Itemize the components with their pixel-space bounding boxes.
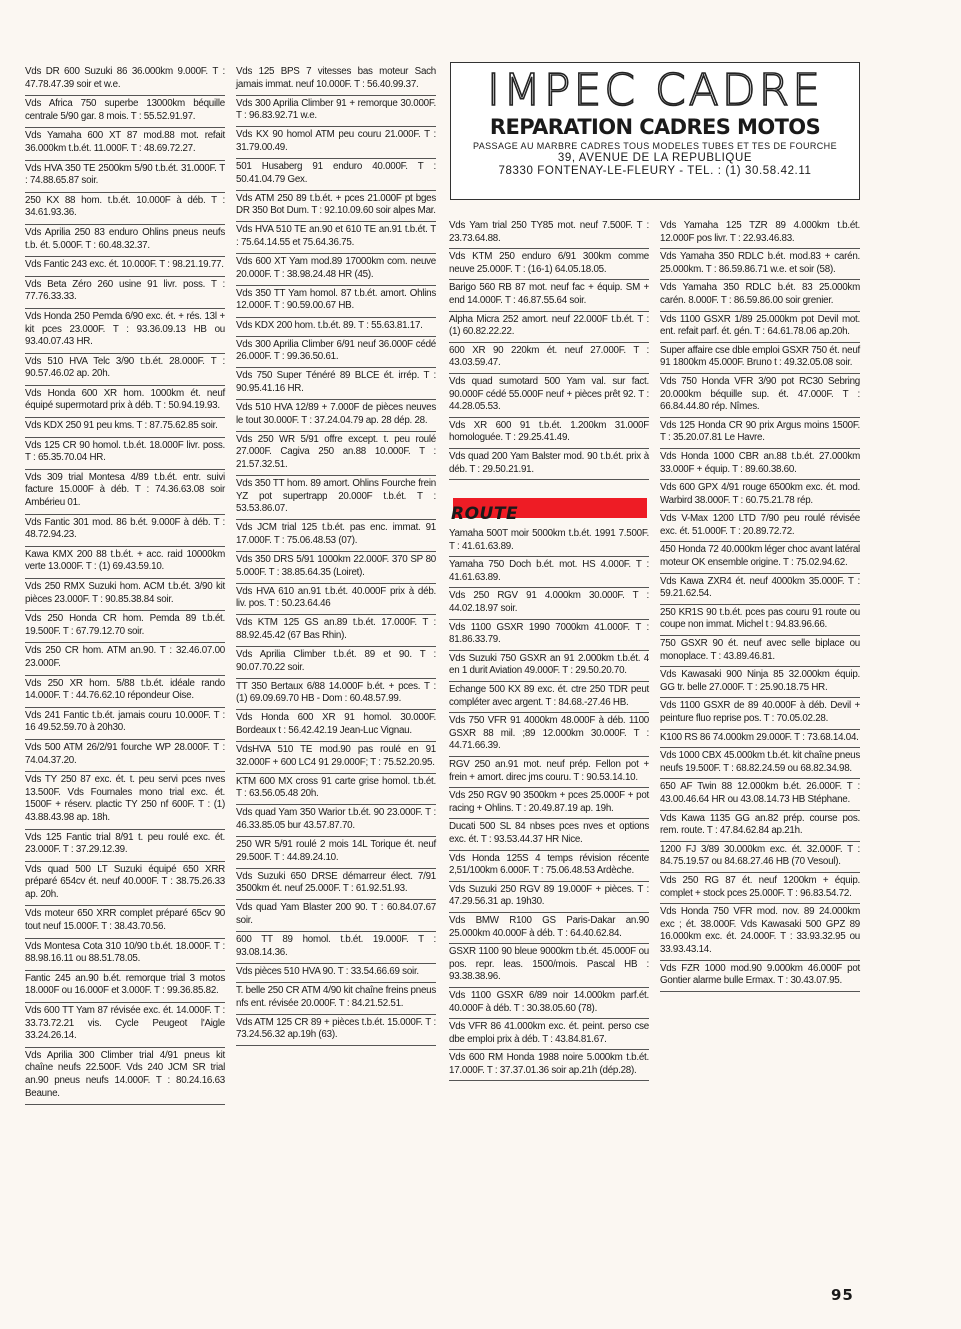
classified-ad: Vds 350 DRS 5/91 1000km 22.000F. 370 SP 80 5.000F. T : 38.85.64.35 (Loiret). xyxy=(236,552,436,584)
classified-ad: Vds pièces 510 HVA 90. T : 33.54.66.69 soir. xyxy=(236,964,436,983)
classified-ad: Vds 250 RGV 90 3500km + pces 25.000F + pot racing + Ohlins. T : 20.49.87.19 ap. 19h. xyxy=(449,788,649,819)
classified-ad: Vds 125 CR 90 homol. t.b.ét. 18.000F livr. poss. T : 65.35.70.04 HR. xyxy=(25,438,225,470)
classified-ad: 250 KR1S 90 t.b.ét. pces pas couru 91 route ou coupe non immat. Michel t : 94.83.96.66. xyxy=(660,605,860,636)
classified-ad: Alpha Micra 252 amort. neuf 22.000F t.b.ét. T : (1) 60.82.22.22. xyxy=(449,312,649,343)
classified-ad: Vds 250 WR 5/91 offre except. t. peu roulé 27.000F. Cagiva 250 an.88 10.000F. T : 21.57.32.51. xyxy=(236,432,436,476)
classified-ad: Vds Fantic 243 exc. ét. 10.000F. T : 98.21.19.77. xyxy=(25,257,225,277)
classified-ad: Vds XR 600 91 t.b.ét. 1.200km 31.000F homologuée. T : 29.25.41.49. xyxy=(449,418,649,449)
classified-ad: Vds Yamaha 125 TZR 89 4.000km t.b.ét. 12.000F pos livr. T : 22.93.46.83. xyxy=(660,218,860,249)
classified-ad: Vds Montesa Cota 310 10/90 t.b.ét. 18.000F. T : 88.98.16.11 ou 88.51.78.05. xyxy=(25,939,225,971)
classified-ad: Vds Honda 750 VFR mod. nov. 89 24.000km exc ; ét. 38.000F. Vds Kawasaki 500 GPZ 89 16.000km exc. ét. 24.000F. T : 33.93.32.95 ou 33.93.43.14. xyxy=(660,904,860,960)
advert-city-phone: 78330 FONTENAY-LE-FLEURY - TEL. : (1) 30.58.42.11 xyxy=(498,165,812,177)
classified-ad: Vds 600 GPX 4/91 rouge 6500km exc. ét. mod. Warbird 38.000F. T : 60.75.21.78 rép. xyxy=(660,480,860,511)
classified-ad: Vds 750 Honda VFR 3/90 pot RC30 Sebring 20.000km béquille sup. ét. 47.000F. T : 66.84.44.80 rép. Nîmes. xyxy=(660,374,860,418)
classified-ad: Vds Suzuki 250 RGV 89 19.000F + pièces. T : 47.29.56.31 ap. 19h30. xyxy=(449,882,649,913)
classified-ad: Vds DR 600 Suzuki 86 36.000km 9.000F. T : 47.78.47.39 soir et w.e. xyxy=(25,64,225,96)
classified-ad: Vds 250 XR hom. 5/88 t.b.ét. idéale rando 14.000F. T : 44.76.62.10 répondeur Oise. xyxy=(25,676,225,708)
classified-ad: KTM 600 MX cross 91 carte grise homol. t.b.ét. T : 63.56.05.48 20h. xyxy=(236,774,436,806)
classified-ad: Vds 1100 GSXR 1/89 25.000km pot Devil mot. ent. refait parf. ét. gén. T : 64.61.78.06 ap.20h. xyxy=(660,312,860,343)
classified-ad: Kawa KMX 200 88 t.b.ét. + acc. raid 10000km verte 13.000F. T : (1) 69.43.59.10. xyxy=(25,547,225,579)
classified-ad: Ducati 500 SL 84 nbses pces nves et options exc. ét. T : 93.53.44.37 HR Nice. xyxy=(449,819,649,850)
classified-ad: Vds HVA 350 TE 2500km 5/90 t.b.ét. 31.000F. T : 74.88.65.87 soir. xyxy=(25,161,225,193)
classifieds-column-1 xyxy=(25,64,225,1105)
classified-ad: Vds 250 RGV 91 4.000km 30.000F. T : 44.02.18.97 soir. xyxy=(449,588,649,619)
impec-cadre-advert xyxy=(450,62,860,200)
classified-ad: GSXR 1100 90 bleue 9000km t.b.ét. 45.000F ou pos. repr. leas. 1500/mois. Pascal HB : 93.38.38.96. xyxy=(449,944,649,988)
classified-ad: Vds Yamaha 350 RDLC b.ét. mod.83 + carén. 25.000km. T : 86.59.86.71 w.e. et soir (58). xyxy=(660,249,860,280)
classified-ad: Vds 250 RMX Suzuki hom. ACM t.b.ét. 3/90 kit pièces 23.000F. T : 90.85.38.84 soir. xyxy=(25,579,225,611)
impec-cadre-logo: IMPEC CADRE xyxy=(486,65,824,116)
classified-ad: Vds Kawasaki 900 Ninja 85 32.000km équip. GG tr. belle 27.000F. T : 25.90.18.75 HR. xyxy=(660,667,860,698)
classified-ad: Vds Beta Zéro 260 usine 91 livr. poss. T : 77.76.33.33. xyxy=(25,277,225,309)
classified-ad: Vds 500 ATM 26/2/91 fourche WP 28.000F. T : 74.04.37.20. xyxy=(25,740,225,772)
classified-ad: Vds KTM 125 GS an.89 t.b.ét. 17.000F. T : 88.92.45.42 (67 Bas Rhin). xyxy=(236,615,436,647)
classified-ad: K100 RS 86 74.000km 29.000F. T : 73.68.14.04. xyxy=(660,730,860,749)
classified-ad: Vds Aprilia 250 83 enduro Ohlins pneus neufs t.b. ét. 5.000F. T : 60.48.32.37. xyxy=(25,225,225,257)
section-header-route xyxy=(449,498,649,525)
classified-ad: 600 TT 89 homol. t.b.ét. 19.000F. T : 93.08.14.36. xyxy=(236,932,436,964)
classified-ad: 750 GSXR 90 ét. neuf avec selle biplace ou monoplace. T : 43.89.46.81. xyxy=(660,636,860,667)
classified-ad: 650 AF Twin 88 12.000km b.ét. 26.000F. T : 43.00.46.64 HR ou 43.08.14.73 HB Stéphane. xyxy=(660,779,860,810)
classified-ad: Vds VFR 86 41.000km exc. ét. peint. perso cse dbe emploi prix à déb. T : 43.84.81.67. xyxy=(449,1019,649,1050)
classified-ad: Vds 300 Aprilia Climber 6/91 neuf 36.000F cédé 26.000F. T : 99.36.50.61. xyxy=(236,337,436,369)
classified-ad: Vds HVA 610 an.91 t.b.ét. 40.000F prix à déb. liv. pos. T : 50.23.64.46 xyxy=(236,584,436,616)
classified-ad: TT 350 Bertaux 6/88 14.000F b.ét. + pces. T : (1) 69.09.69.70 HB - Dom : 60.48.57.99. xyxy=(236,679,436,711)
classified-ad: Vds Honda 1000 CBR an.88 t.b.ét. 27.000km 33.000F + équip. T : 89.60.38.60. xyxy=(660,449,860,480)
classified-ad: Vds 750 Super Ténéré 89 BLCE ét. irrép. T : 90.95.41.16 HR. xyxy=(236,368,436,400)
classified-ad: Vds Aprilia Climber t.b.ét. 89 et 90. T : 90.07.70.22 soir. xyxy=(236,647,436,679)
classified-ad: 450 Honda 72 40.000km léger choc avant latéral moteur OK ensemble origine. T : 75.02.94.62. xyxy=(660,542,860,573)
classified-ad: Vds 600 RM Honda 1988 noire 5.000km t.b.ét. 17.000F. T : 37.37.01.36 soir ap.21h (dép.28). xyxy=(449,1050,649,1081)
classified-ad: Vds 600 TT Yam 87 révisée exc. ét. 14.000F. T : 33.73.72.21 vis. Cycle Peugeot l'Aigle 33.24.26.14. xyxy=(25,1003,225,1048)
classified-ad: Fantic 245 an.90 b.ét. remorque trial 3 motos 18.000F ou 16.000F et 3.000F. T : 99.36.85.82. xyxy=(25,971,225,1003)
classified-ad: Super affaire cse dble emploi GSXR 750 ét. neuf 91 1800km 45.000F. Bruno t : 49.32.05.08 soir. xyxy=(660,343,860,374)
page-number: 95 xyxy=(831,1286,854,1304)
classified-ad: Vds V-Max 1200 LTD 7/90 peu roulé révisée exc. ét. 51.000F. T : 20.89.72.72. xyxy=(660,511,860,542)
classified-ad: Vds Honda 600 XR 91 homol. 30.000F. Bordeaux t : 56.42.42.19 Jean-Luc Vignau. xyxy=(236,710,436,742)
advert-address: 39, AVENUE DE LA REPUBLIQUE xyxy=(557,152,753,164)
classified-ad: Vds Honda 600 XR hom. 1000km ét. neuf équipé supermotard prix à déb. T : 50.94.19.93. xyxy=(25,386,225,418)
classifieds-column-3-top xyxy=(449,218,649,480)
advert-services: PASSAGE AU MARBRE CADRES TOUS MODELES TUBES ET TES DE FOURCHE xyxy=(473,141,837,151)
classified-ad: Vds 1100 GSXR 6/89 noir 14.000km parf.ét. 40.000F à déb. T : 30.38.05.60 (78). xyxy=(449,988,649,1019)
classified-ad: Vds Kawa 1135 GG an.82 prép. course pos. rem. route. T : 47.84.62.84 ap.21h. xyxy=(660,811,860,842)
classifieds-column-3-route xyxy=(449,526,649,1081)
classified-ad: Vds 300 Aprilia Climber 91 + remorque 30.000F. T : 96.83.92.71 w.e. xyxy=(236,96,436,128)
classified-ad: Vds TY 250 87 exc. ét. t. peu servi pces nves 13.500F. Vds Fournales mono trial exc. ét. 1500F + réserv. plactic TY 250 nf 600F. T : (1) 43.88.43.98 ap. 18h. xyxy=(25,772,225,829)
classified-ad: Vds 125 BPS 7 vitesses bas moteur Sach jamais immat. neuf 10.000F. T : 56.40.99.37. xyxy=(236,64,436,96)
classified-ad: Vds JCM trial 125 t.b.ét. pas enc. immat. 91 17.000F. T : 75.06.48.53 (07). xyxy=(236,520,436,552)
classified-ad: Vds 309 trial Montesa 4/89 t.b.ét. entr. suivi facture 15.000F à déb. T : 74.36.63.08 soir Ambérieu 01. xyxy=(25,470,225,515)
classified-ad: Vds 241 Fantic t.b.ét. jamais couru 10.000F. T : 16 49.52.59.70 à 20h30. xyxy=(25,708,225,740)
classified-ad: Vds 250 RG 87 ét. neuf 1200km + équip. complet + stock pces 25.000F. T : 96.83.54.72. xyxy=(660,873,860,904)
classified-ad: Vds KX 90 homol ATM peu couru 21.000F. T : 31.79.00.49. xyxy=(236,127,436,159)
classified-ad: Vds quad Yam 350 Warior t.b.ét. 90 23.000F. T : 46.33.85.05 bur 43.57.87.70. xyxy=(236,805,436,837)
classified-ad: RGV 250 an.91 mot. neuf prép. Fellon pot + frein + amort. direc jms couru. T : 90.53.14.10. xyxy=(449,757,649,788)
classified-ad: Vds 125 Honda CR 90 prix Argus moins 1500F. T : 35.20.07.81 Le Havre. xyxy=(660,418,860,449)
classified-ad: Vds 350 TT hom. 89 amort. Ohlins Fourche frein YZ pot supertrapp 20.000F t.b.ét. T : 53.53.86.07. xyxy=(236,476,436,520)
classified-ad: Barigo 560 RB 87 mot. neuf fac + équip. SM + end 14.000F. T : 46.87.55.64 soir. xyxy=(449,280,649,311)
classified-ad: Vds 600 XT Yam mod.89 17000km com. neuve 20.000F. T : 38.98.24.48 HR (45). xyxy=(236,254,436,286)
classified-ad: T. belle 250 CR ATM 4/90 kit chaîne freins pneus nfs ent. révisée 20.000F. T : 84.21.52.51. xyxy=(236,983,436,1015)
classified-ad: Vds Fantic 301 mod. 86 b.ét. 9.000F à déb. T : 48.72.94.23. xyxy=(25,515,225,547)
classified-ad: Vds quad Yam Blaster 200 90. T : 60.84.07.67 soir. xyxy=(236,900,436,932)
classified-ad: Vds Yam trial 250 TY85 mot. neuf 7.500F. T : 23.73.64.88. xyxy=(449,218,649,249)
classified-ad: Vds Kawa ZXR4 ét. neuf 4000km 35.000F. T : 59.21.62.54. xyxy=(660,574,860,605)
classified-ad: Vds moteur 650 XRR complet préparé 65cv 90 tout neuf 15.000F. T : 38.43.70.56. xyxy=(25,906,225,938)
classified-ad: Vds BMW R100 GS Paris-Dakar an.90 25.000km 40.000F à déb. T : 64.40.62.84. xyxy=(449,913,649,944)
classified-ad: Yamaha 500T moir 5000km t.b.ét. 1991 7.500F. T : 41.61.63.89. xyxy=(449,526,649,557)
classified-ad: Vds KDX 200 hom. t.b.ét. 89. T : 55.63.81.17. xyxy=(236,318,436,337)
classified-ad: Vds quad 200 Yam Balster mod. 90 t.b.ét. prix à déb. T : 29.50.21.91. xyxy=(449,449,649,480)
classified-ad: 250 KX 88 hom. t.b.ét. 10.000F à déb. T : 34.61.93.36. xyxy=(25,193,225,225)
classified-ad: Vds ATM 250 89 t.b.ét. + pces 21.000F pt bges DR 350 Bot Dum. T : 92.10.09.60 soir alpes Mar. xyxy=(236,191,436,223)
classifieds-column-4 xyxy=(660,218,860,992)
route-heading: ROUTE xyxy=(451,504,519,525)
classified-ad: VdsHVA 510 TE mod.90 pas roulé en 91 32.000F + 600 LC4 91 29.000F; T : 75.52.20.95. xyxy=(236,742,436,774)
classified-ad: Vds 1100 GSXR de 89 40.000F à déb. Devil + peinture fluo reprise pos. T : 70.05.02.28. xyxy=(660,698,860,729)
classified-ad: Vds Honda 125S 4 temps révision récente 2,51/100km 6.000F. T : 75.06.48.53 Ardèche. xyxy=(449,851,649,882)
advert-title: REPARATION CADRES MOTOS xyxy=(489,115,821,139)
classified-ad: Vds Suzuki 750 GSXR an 91 2.000km t.b.ét. 4 en 1 durit Aviation 49.000F. T : 29.50.20.70. xyxy=(449,651,649,682)
classified-ad: Echange 500 KX 89 exc. ét. ctre 250 TDR peut compléter avec argent. T : 84.68.-27.46 HB. xyxy=(449,682,649,713)
classified-ad: Vds ATM 125 CR 89 + pièces t.b.ét. 15.000F. T : 73.24.56.32 ap.19h (63). xyxy=(236,1015,436,1047)
classified-ad: 250 WR 5/91 roulé 2 mois 14L Torique ét. neuf 29.500F. T : 44.89.24.10. xyxy=(236,837,436,869)
classified-ad: Vds Aprilia 300 Climber trial 4/91 pneus kit chaîne neufs 22.500F. Vds 240 JCM SR trial an.90 pneus neufs 14.000F. T : 80.24.16.63 Beaune. xyxy=(25,1048,225,1105)
classified-ad: Vds 125 Fantic trial 8/91 t. peu roulé exc. ét. 23.000F. T : 37.29.12.39. xyxy=(25,830,225,862)
classified-ad: Vds HVA 510 TE an.90 et 610 TE an.91 t.b.ét. T : 75.64.14.55 et 75.64.36.75. xyxy=(236,222,436,254)
classifieds-column-2 xyxy=(236,64,436,1046)
classified-ad: Vds KTM 250 enduro 6/91 300km comme neuve 25.000F. T : (16-1) 64.05.18.05. xyxy=(449,249,649,280)
classified-ad: 501 Husaberg 91 enduro 40.000F. T : 50.41.04.79 Gex. xyxy=(236,159,436,191)
classified-ad: Vds Honda 250 Pemda 6/90 exc. ét. + rés. 13l + kit pces 23.000F. T : 93.36.09.13 HB ou 93.40.07.43 HR. xyxy=(25,309,225,354)
classified-ad: Vds Yamaha 600 XT 87 mod.88 mot. refait 36.000km t.b.ét. 11.000F. T : 48.69.72.27. xyxy=(25,128,225,160)
classified-ad: Vds Yamaha 350 RDLC b.ét. 83 25.000km carén. 8.000F. T : 86.59.86.00 soir grenier. xyxy=(660,280,860,311)
classifieds-column-3 xyxy=(449,218,649,1081)
classified-ad: Vds Africa 750 superbe 13000km béquille centrale 5/90 gar. 8 mois. T : 55.52.91.97. xyxy=(25,96,225,128)
classified-ad: Vds quad 500 LT Suzuki équipé 650 XRR préparé 654cv ét. neuf 40.000F. T : 38.75.26.33 ap. 20h. xyxy=(25,862,225,907)
classified-ad: Vds quad sumotard 500 Yam val. sur fact. 90.000F cédé 55.000F neuf + pièces prêt 92. T : 44.28.05.53. xyxy=(449,374,649,418)
classified-ad: Vds KDX 250 91 peu kms. T : 87.75.62.85 soir. xyxy=(25,418,225,438)
classified-ad: Vds Suzuki 650 DRSE démarreur élect. 7/91 3500km ét. neuf 25.000F. T : 61.92.51.93. xyxy=(236,869,436,901)
classified-ad: 600 XR 90 220km ét. neuf 27.000F. T : 43.03.59.47. xyxy=(449,343,649,374)
classified-ad: Vds 350 TT Yam homol. 87 t.b.ét. amort. Ohlins 12.000F. T : 90.59.00.67 HB. xyxy=(236,286,436,318)
classified-ad: Vds 750 VFR 91 4000km 48.000F à déb. 1100 GSXR 88 mil. ;89 12.000km 30.000F. T : 44.71.66.39. xyxy=(449,713,649,757)
classified-ad: Yamaha 750 Doch b.ét. mot. HS 4.000F. T : 41.61.63.89. xyxy=(449,557,649,588)
classified-ad: Vds FZR 1000 mod.90 9.000km 46.000F pot Gontier alarme bulle Ermax. T : 30.43.07.95. xyxy=(660,961,860,992)
classified-ad: Vds 510 HVA Telc 3/90 t.b.ét. 28.000F. T : 90.57.46.02 ap. 20h. xyxy=(25,354,225,386)
classified-ad: Vds 1100 GSXR 1990 7000km 41.000F. T : 81.86.33.79. xyxy=(449,620,649,651)
classified-ad: Vds 250 Honda CR hom. Pemda 89 t.b.ét. 19.500F. T : 67.79.12.70 soir. xyxy=(25,611,225,643)
classified-ad: Vds 250 CR hom. ATM an.90. T : 32.46.07.00 23.000F. xyxy=(25,643,225,675)
classified-ad: 1200 FJ 3/89 30.000km exc. ét. 32.000F. T : 84.75.19.57 ou 84.68.27.46 HB (70 Vesoul). xyxy=(660,842,860,873)
classified-ad: Vds 1000 CBX 45.000km t.b.ét. kit chaîne pneus neufs 19.500F. T : 68.82.24.59 ou 68.82.34.98. xyxy=(660,748,860,779)
classified-ad: Vds 510 HVA 12/89 + 7.000F de pièces neuves le tout 30.000F. T : 37.24.04.79 ap. 28 dép. 28. xyxy=(236,400,436,432)
